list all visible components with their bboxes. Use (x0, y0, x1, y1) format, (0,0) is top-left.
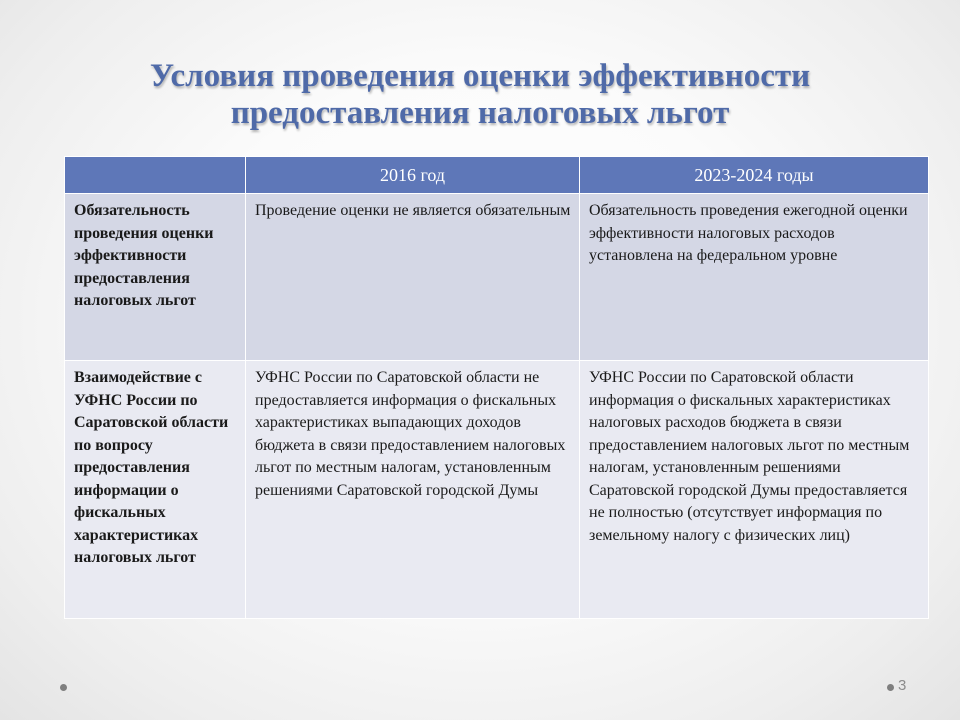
decorative-dot-left (60, 684, 67, 691)
header-cell-2023-2024: 2023-2024 годы (580, 157, 929, 194)
slide-title (60, 58, 900, 132)
cell-2023-2024-obligation: Обязательность проведения ежегодной оценки эффективности налоговых расходов установлена на федеральном уровне (580, 194, 929, 361)
row-label-obligation: Обязательность проведения оценки эффективности предоставления налоговых льгот (65, 194, 246, 361)
cell-2016-interaction: УФНС России по Саратовской области не предоставляется информация о фискальных характеристиках выпадающих доходов бюджета в связи предоставлением налоговых льгот по местным налогам, установленным решениями Саратовской городской Думы (246, 361, 580, 619)
comparison-table (64, 156, 929, 619)
slide-number: 3 (898, 677, 907, 694)
slide-title-line-1: Условия проведения оценки эффективности (149, 58, 811, 94)
decorative-dot-right (887, 684, 894, 691)
cell-2023-2024-interaction: УФНС России по Саратовской области информация о фискальных характеристиках налоговых расходов бюджета в связи предоставлением налоговых льгот по местным налогам, установленным решениями Саратовской городской Думы предоставляется не полностью (отсутствует информация по земельному налогу с физических лиц) (580, 361, 929, 619)
table-header-row (65, 157, 929, 194)
cell-2016-obligation: Проведение оценки не является обязательным (246, 194, 580, 361)
slide-title-line-2: предоставления налоговых льгот (230, 95, 730, 131)
table-row (65, 194, 929, 361)
header-cell-2016: 2016 год (246, 157, 580, 194)
header-cell-empty (65, 157, 246, 194)
row-label-interaction: Взаимодействие с УФНС России по Саратовской области по вопросу предоставления информации о фискальных характеристиках налоговых льгот (65, 361, 246, 619)
table-row (65, 361, 929, 619)
